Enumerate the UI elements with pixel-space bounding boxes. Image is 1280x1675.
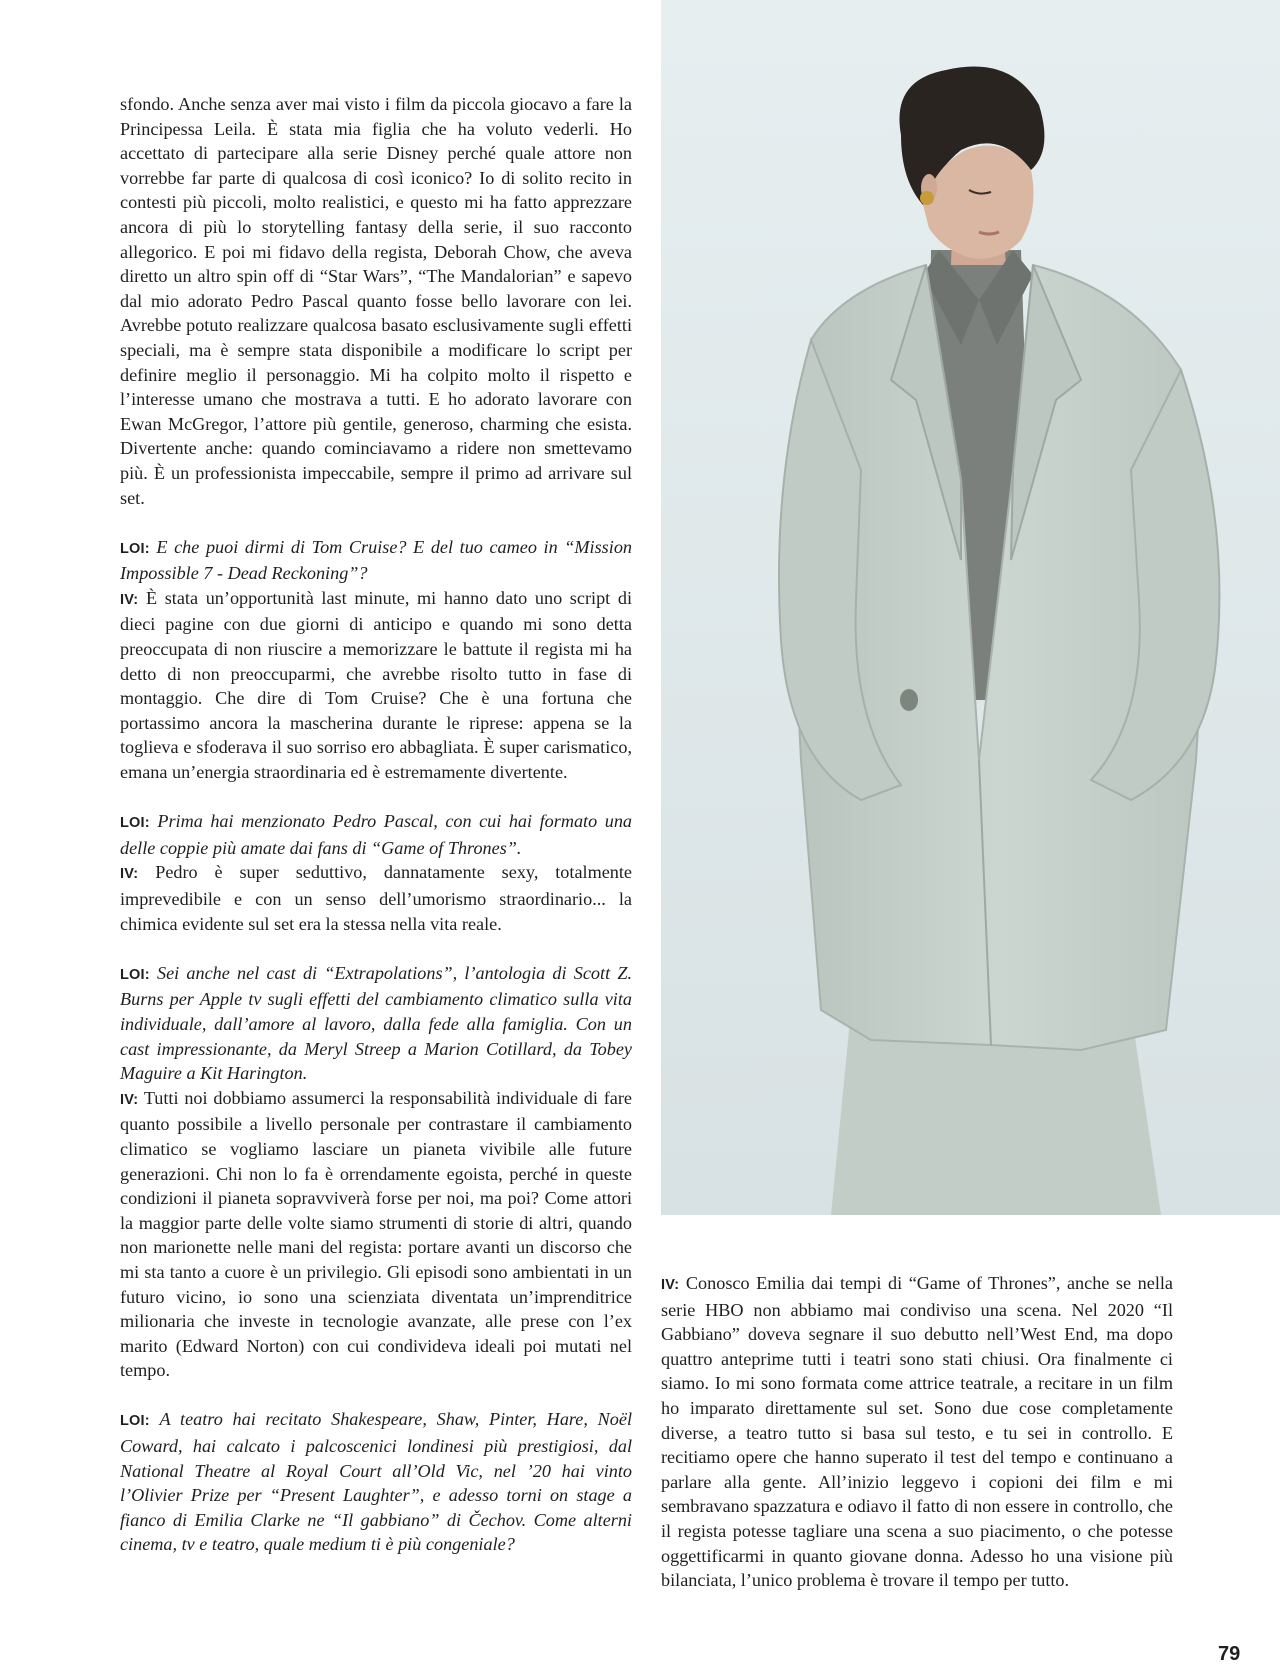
question-text: Prima hai menzionato Pedro Pascal, con cui hai formato una delle coppie più amate dai fans di “Game of Thrones”.: [120, 811, 633, 858]
interviewer-label: LOI:: [120, 1413, 150, 1430]
portrait-photo: [661, 0, 1280, 1215]
interviewer-label: LOI:: [120, 540, 150, 557]
answer-paragraph: [120, 1086, 632, 1383]
question-text: E che puoi dirmi di Tom Cruise? E del tuo cameo in “Mission Impossible 7 - Dead Reckoning”?: [120, 536, 633, 584]
earring: [920, 191, 934, 205]
answer-text: Tutti noi dobbiamo assumerci la responsabilità individuale di fare quanto possibile a livello personale per contrastare il cambiamento climatico se vogliamo lasciare un pianeta vivibile alle future generazioni. Chi non lo fa è orrendamente egoista, perché in queste condizioni il pianeta sopravviverà forse per noi, ma poi? Come attori la maggior parte delle volte siamo strumenti di storie di altri, quando non marionette nelle mani del regista: portare avanti un discorso che mi sta tanto a cuore è un privilegio. Gli episodi sono ambientati in un futuro vicino, io sono una scienziata diventata un’imprenditrice milionaria che investe in tecnologie avanzate, alle prese con l’ex marito (Edward Norton) con cui condivideva ideali poi mutati nel tempo.: [120, 1087, 632, 1381]
question-paragraph: [120, 809, 632, 860]
question-text: A teatro hai recitato Shakespeare, Shaw, Pinter, Hare, Noël Coward, hai calcato i palcoscenici londinesi più prestigiosi, dal National Theatre al Royal Court all’Old Vic, nel ’20 hai vinto l’Olivier Prize per “Present Laughter”, e adesso torni on stage a fianco di Emilia Clarke ne “Il gabbiano” di Čechov. Come alterni cinema, tv e teatro, quale medium ti è più congeniale?: [120, 1409, 633, 1555]
intro-paragraph: sfondo. Anche senza aver mai visto i film da piccola giocavo a fare la Principessa Leila. È stata mia figlia che ha voluto vederli. Ho accettato di partecipare alla serie Disney perché quale attore non vorrebbe far parte di qualcosa di così iconico? Io di solito recito in contesti più piccoli, molto realistici, e questo mi ha fatto apprezzare ancora di più lo storytelling fantasy della serie, il suo racconto allegorico. E poi mi fidavo della regista, Deborah Chow, che aveva diretto un altro spin off di “Star Wars”, “The Mandalorian” e sapevo dal mio adorato Pedro Pascal quanto fosse bello lavorare con lei. Avrebbe potuto realizzare qualcosa basato esclusivamente sugli effetti speciali, ma è sempre stata disponibile a modificare lo script per definire meglio il personaggio. Mi ha colpito molto il rispetto e l’interesse umano che mostrava a tutti. E ho adorato lavorare con Ewan McGregor, l’attore più gentile, generoso, charming che esista. Divertente anche: quando cominciavamo a ridere non smettevamo più. È un professionista impeccabile, sempre il primo ad arrivare sul set.: [120, 94, 632, 508]
answer-text: Conosco Emilia dai tempi di “Game of Thrones”, anche se nella serie HBO non abbiamo mai condiviso una scena. Nel 2020 “Il Gabbiano” doveva segnare il suo debutto nell’West End, ma dopo quattro anteprime tutti i teatri sono stati chiusi. Ora finalmente ci siamo. Io mi sono formata come attrice teatrale, a recitare in un film ho imparato direttamente sul set. Sono due cose completamente diverse, a teatro tutto si basa sul testo, e tu sei in controllo. E recitiamo opere che hanno superato il test del tempo e continuano a parlare alla gente. All’inizio leggevo i copioni dei film e mi sembravano spazzatura e odiavo il fatto di non essere in controllo, che il regista potesse tagliare una scena a suo piacimento, o che potesse oggettificarmi in quanto giovane donna. Adesso ho una visione più bilanciata, l’unico problema è trovare il tempo per tutto.: [661, 1273, 1173, 1591]
answer-paragraph: [661, 1271, 1173, 1593]
interviewer-label: LOI:: [120, 815, 150, 832]
question-text: Sei anche nel cast di “Extrapolations”, l’antologia di Scott Z. Burns per Apple tv sugli effetti del cambiamento climatico sulla vita individuale, dall’amore al lavoro, dalla fede alla famiglia. Con un cast impressionante, da Meryl Streep a Marion Cotillard, da Tobey Maguire a Kit Harington.: [120, 962, 632, 1084]
interviewee-label: IV:: [120, 866, 139, 883]
interviewee-label: IV:: [120, 1091, 139, 1108]
interviewee-label: IV:: [120, 591, 139, 608]
interviewer-label: LOI:: [120, 966, 150, 983]
interviewee-label: IV:: [661, 1277, 680, 1293]
answer-text: Pedro è super seduttivo, dannatamente sexy, totalmente imprevedibile e con un senso dell’umorismo straordinario... la chimica evidente sul set era la stessa nella vita reale.: [120, 862, 633, 934]
left-text-column: [120, 92, 632, 1557]
answer-paragraph: [120, 586, 632, 785]
question-paragraph: [120, 535, 632, 586]
right-text-column: [661, 1271, 1173, 1593]
jacket-button: [900, 689, 918, 711]
answer-text: È stata un’opportunità last minute, mi hanno dato uno script di dieci pagine con due giorni di anticipo e quando mi sono detta preoccupata di non riuscire a memorizzare le battute il regista mi ha detto di non preoccuparmi, che avrebbe risolto tutto in fase di montaggio. Che dire di Tom Cruise? Che è una fortuna che portassimo ancora la mascherina durante le riprese: appena se la toglieva e sfoderava il suo sorriso ero abbagliata. È super carismatico, emana un’energia straordinaria ed è estremamente divertente.: [120, 587, 632, 783]
portrait-illustration: [661, 0, 1280, 1215]
page-number: 79: [1218, 1643, 1241, 1665]
question-paragraph: [120, 1407, 632, 1557]
question-paragraph: [120, 961, 632, 1086]
answer-paragraph: [120, 860, 632, 936]
